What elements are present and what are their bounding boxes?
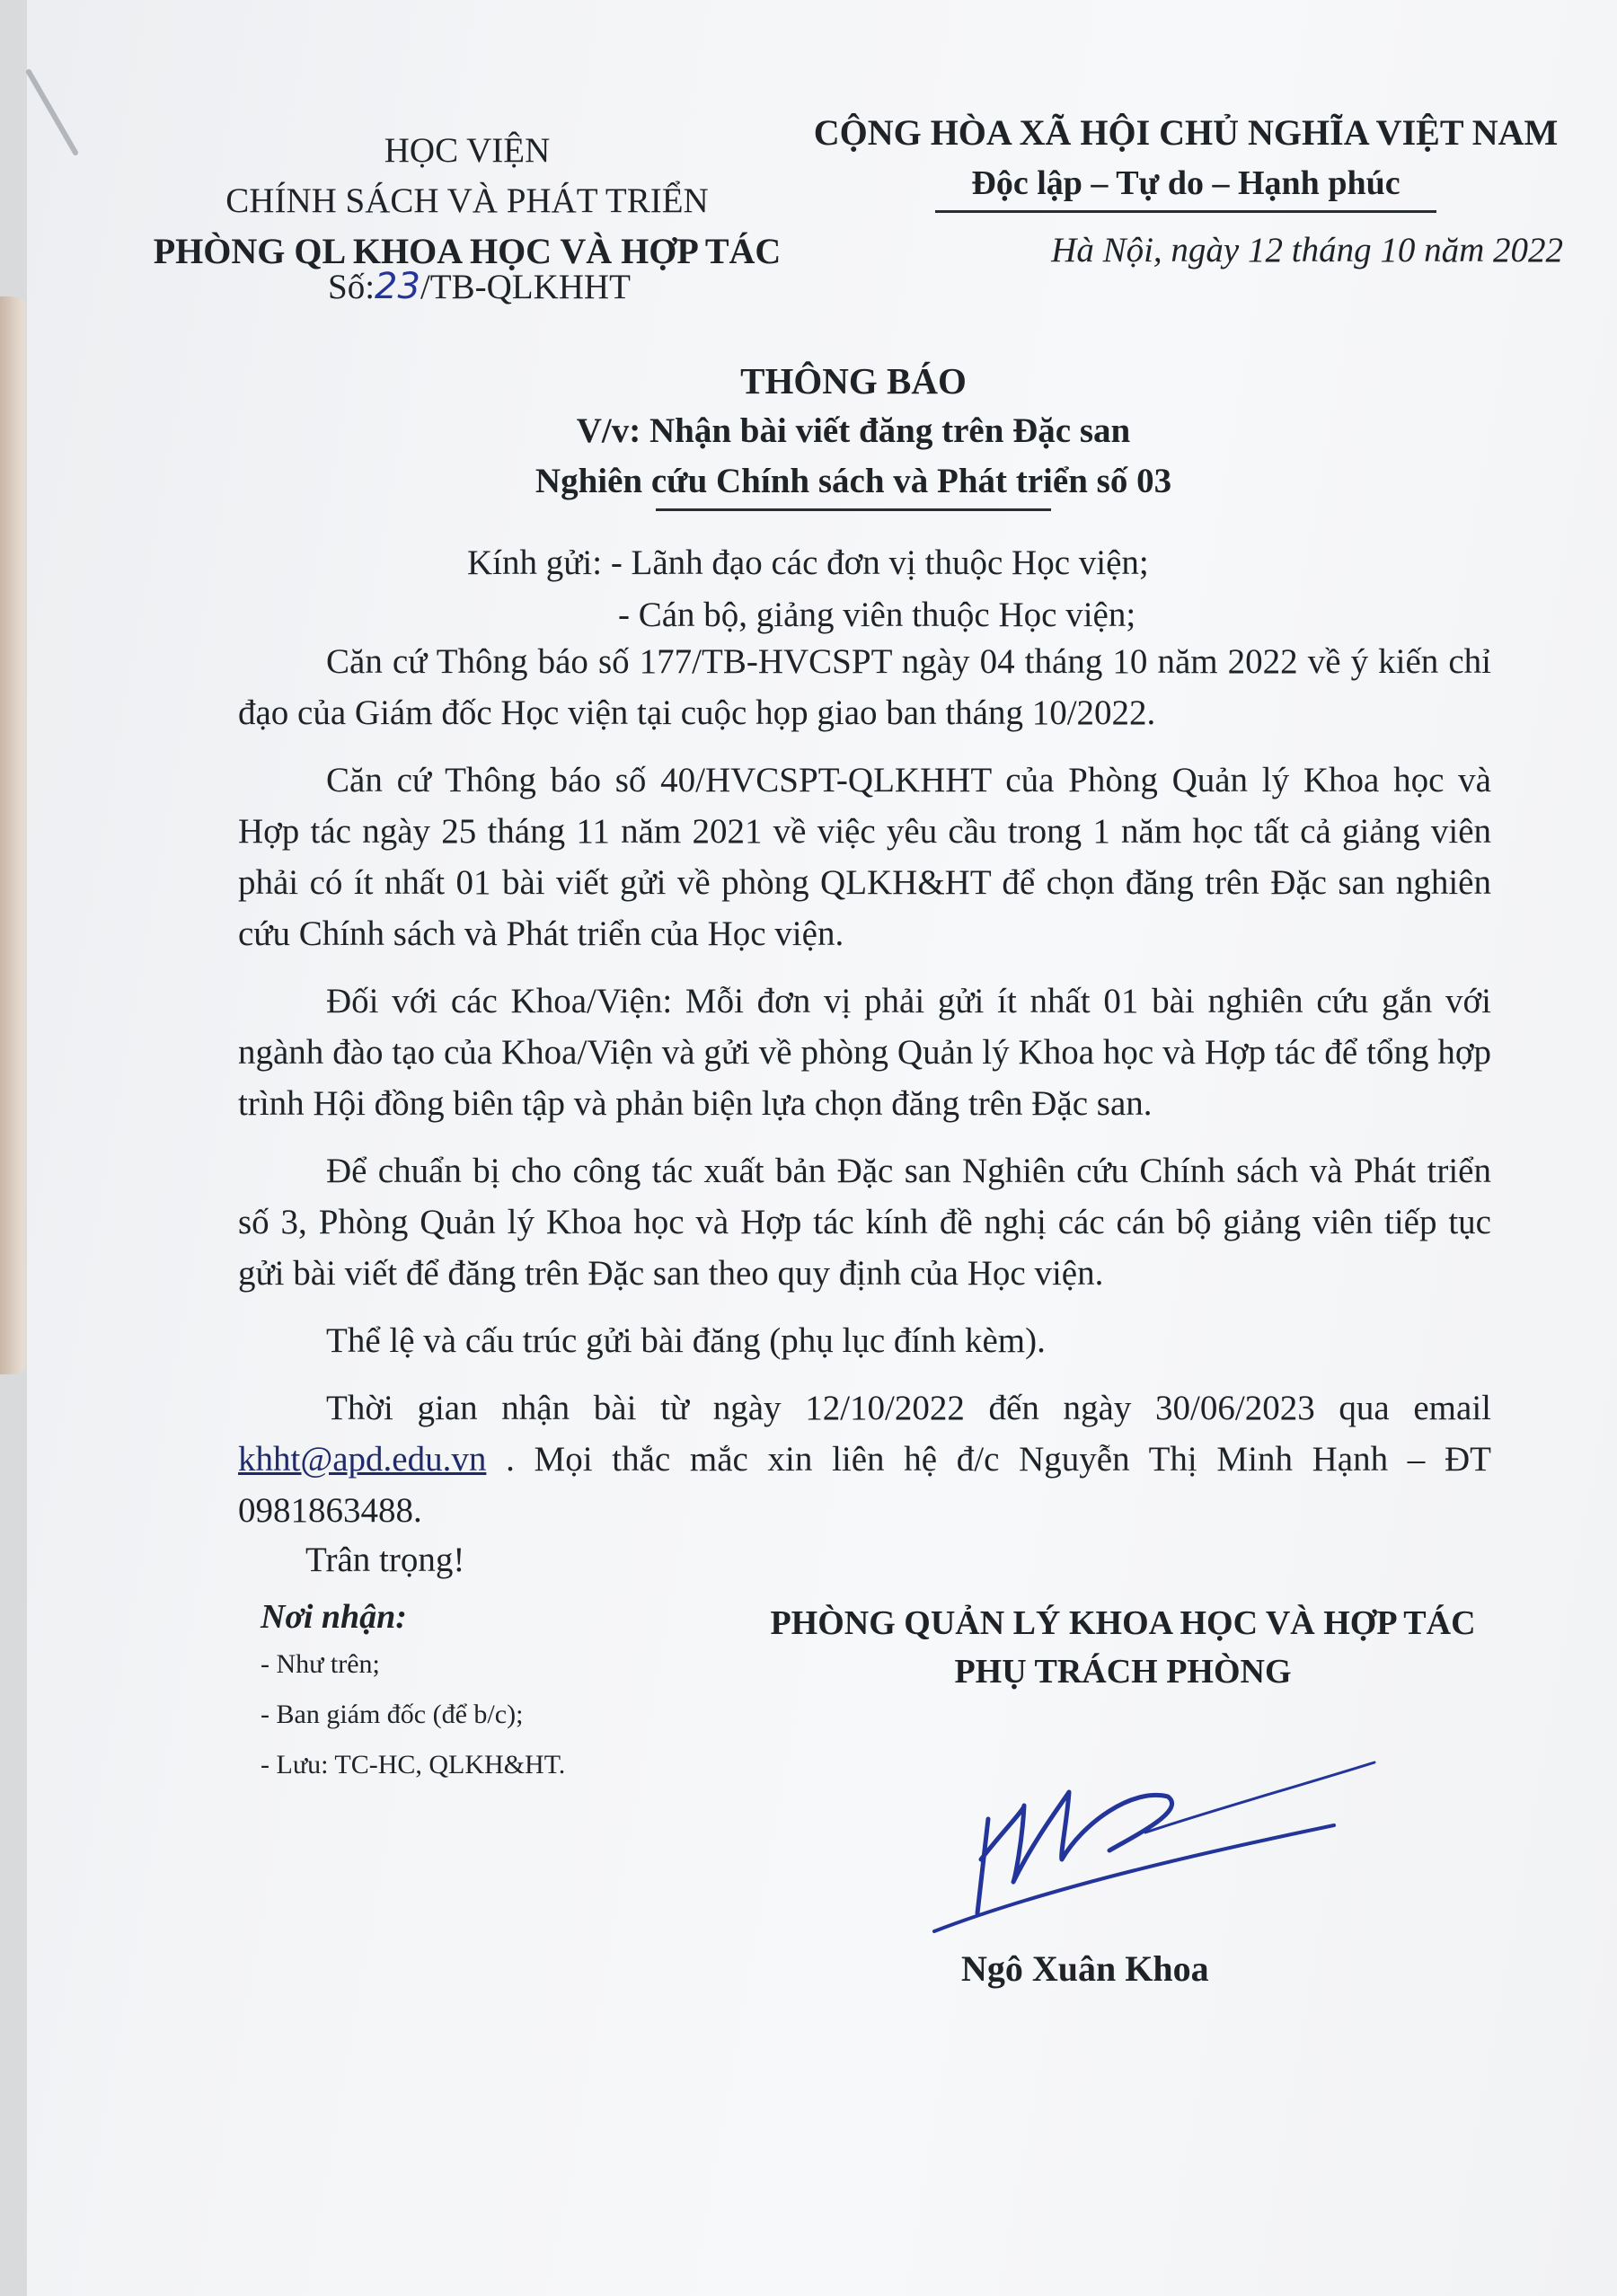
- distribution-item: - Như trên;: [261, 1649, 380, 1679]
- signer-name: Ngô Xuân Khoa: [961, 1948, 1209, 1989]
- recipients-label: Kính gửi:: [467, 543, 603, 582]
- paragraph-1: Căn cứ Thông báo số 177/TB-HVCSPT ngày 04 tháng 10 năm 2022 về ý kiến chỉ đạo của Giám đốc Học viện tại cuộc họp giao ban tháng 10/2022.: [238, 642, 1491, 732]
- handwritten-number: 23: [375, 266, 420, 307]
- number-suffix: /TB-QLKHHT: [420, 268, 631, 306]
- national-motto: Độc lập – Tự do – Hạnh phúc: [935, 158, 1436, 213]
- distribution-item: - Lưu: TC-HC, QLKH&HT.: [261, 1750, 566, 1779]
- notice-subject-2: Nghiên cứu Chính sách và Phát triển số 03: [535, 462, 1172, 500]
- email-link[interactable]: khht@apd.edu.vn: [238, 1440, 487, 1479]
- recipient-1: - Lãnh đạo các đơn vị thuộc Học viện;: [610, 543, 1149, 582]
- issuer-line-2: CHÍNH SÁCH VÀ PHÁT TRIỂN: [225, 181, 709, 220]
- signer-role: PHỤ TRÁCH PHÒNG: [954, 1653, 1292, 1691]
- notice-heading: THÔNG BÁO: [740, 360, 967, 402]
- closing-greeting: Trân trọng!: [305, 1541, 465, 1579]
- distribution-list: [261, 1597, 565, 1788]
- issuer-department: PHÒNG QL KHOA HỌC VÀ HỢP TÁC: [153, 231, 782, 271]
- signer-org: PHÒNG QUẢN LÝ KHOA HỌC VÀ HỢP TÁC: [770, 1604, 1476, 1642]
- paragraph-4: Để chuẩn bị cho công tác xuất bản Đặc san Nghiên cứu Chính sách và Phát triển số 3, Phòng Quản lý Khoa học và Hợp tác kính đề nghị các cán bộ giảng viên tiếp tục gửi bài viết để đăng trên Đặc san theo quy định của Học viện.: [238, 1152, 1491, 1293]
- national-title: CỘNG HÒA XÃ HỘI CHỦ NGHĨA VIỆT NAM: [813, 112, 1559, 153]
- issuer-header: [126, 126, 808, 277]
- signature-block: [719, 1599, 1527, 1696]
- title-underline: [656, 508, 1051, 511]
- notice-title: [314, 356, 1392, 511]
- p6-after: . Mọi thắc mắc xin liên hệ đ/c Nguyễn Thị Minh Hạnh – ĐT 0981863488.: [238, 1440, 1491, 1530]
- distribution-heading: Nơi nhận:: [261, 1598, 407, 1636]
- notice-body: [238, 636, 1491, 1552]
- recipients: [467, 537, 1149, 641]
- national-header: [782, 108, 1590, 213]
- document-number: [328, 266, 631, 307]
- issuer-line-1: HỌC VIỆN: [384, 131, 551, 170]
- paragraph-3: Đối với các Khoa/Viện: Mỗi đơn vị phải gửi ít nhất 01 bài nghiên cứu gắn với ngành đào tạo của Khoa/Viện và gửi về phòng Quản lý Khoa học và Hợp tác để tổng hợp trình Hội đồng biên tập và phản biện lựa chọn đăng trên Đặc san.: [238, 982, 1491, 1123]
- notice-subject-1: V/v: Nhận bài viết đăng trên Đặc san: [576, 411, 1131, 450]
- p6-before: Thời gian nhận bài từ ngày 12/10/2022 đến ngày 30/06/2023 qua email: [326, 1389, 1491, 1427]
- issue-date: Hà Nội, ngày 12 tháng 10 năm 2022: [1051, 231, 1563, 269]
- handwritten-signature: [916, 1725, 1401, 1940]
- number-prefix: Số:: [328, 268, 376, 306]
- paragraph-6: [238, 1382, 1491, 1536]
- paragraph-5: Thể lệ và cấu trúc gửi bài đăng (phụ lục đính kèm).: [326, 1321, 1046, 1360]
- distribution-item: - Ban giám đốc (để b/c);: [261, 1700, 524, 1729]
- recipient-2: - Cán bộ, giảng viên thuộc Học viện;: [618, 596, 1136, 634]
- paragraph-2: Căn cứ Thông báo số 40/HVCSPT-QLKHHT của Phòng Quản lý Khoa học và Hợp tác ngày 25 tháng 11 năm 2021 về việc yêu cầu trong 1 năm học tất cả giảng viên phải có ít nhất 01 bài viết gửi về phòng QLKH&HT để chọn đăng trên Đặc san nghiên cứu Chính sách và Phát triển của Học viện.: [238, 761, 1491, 953]
